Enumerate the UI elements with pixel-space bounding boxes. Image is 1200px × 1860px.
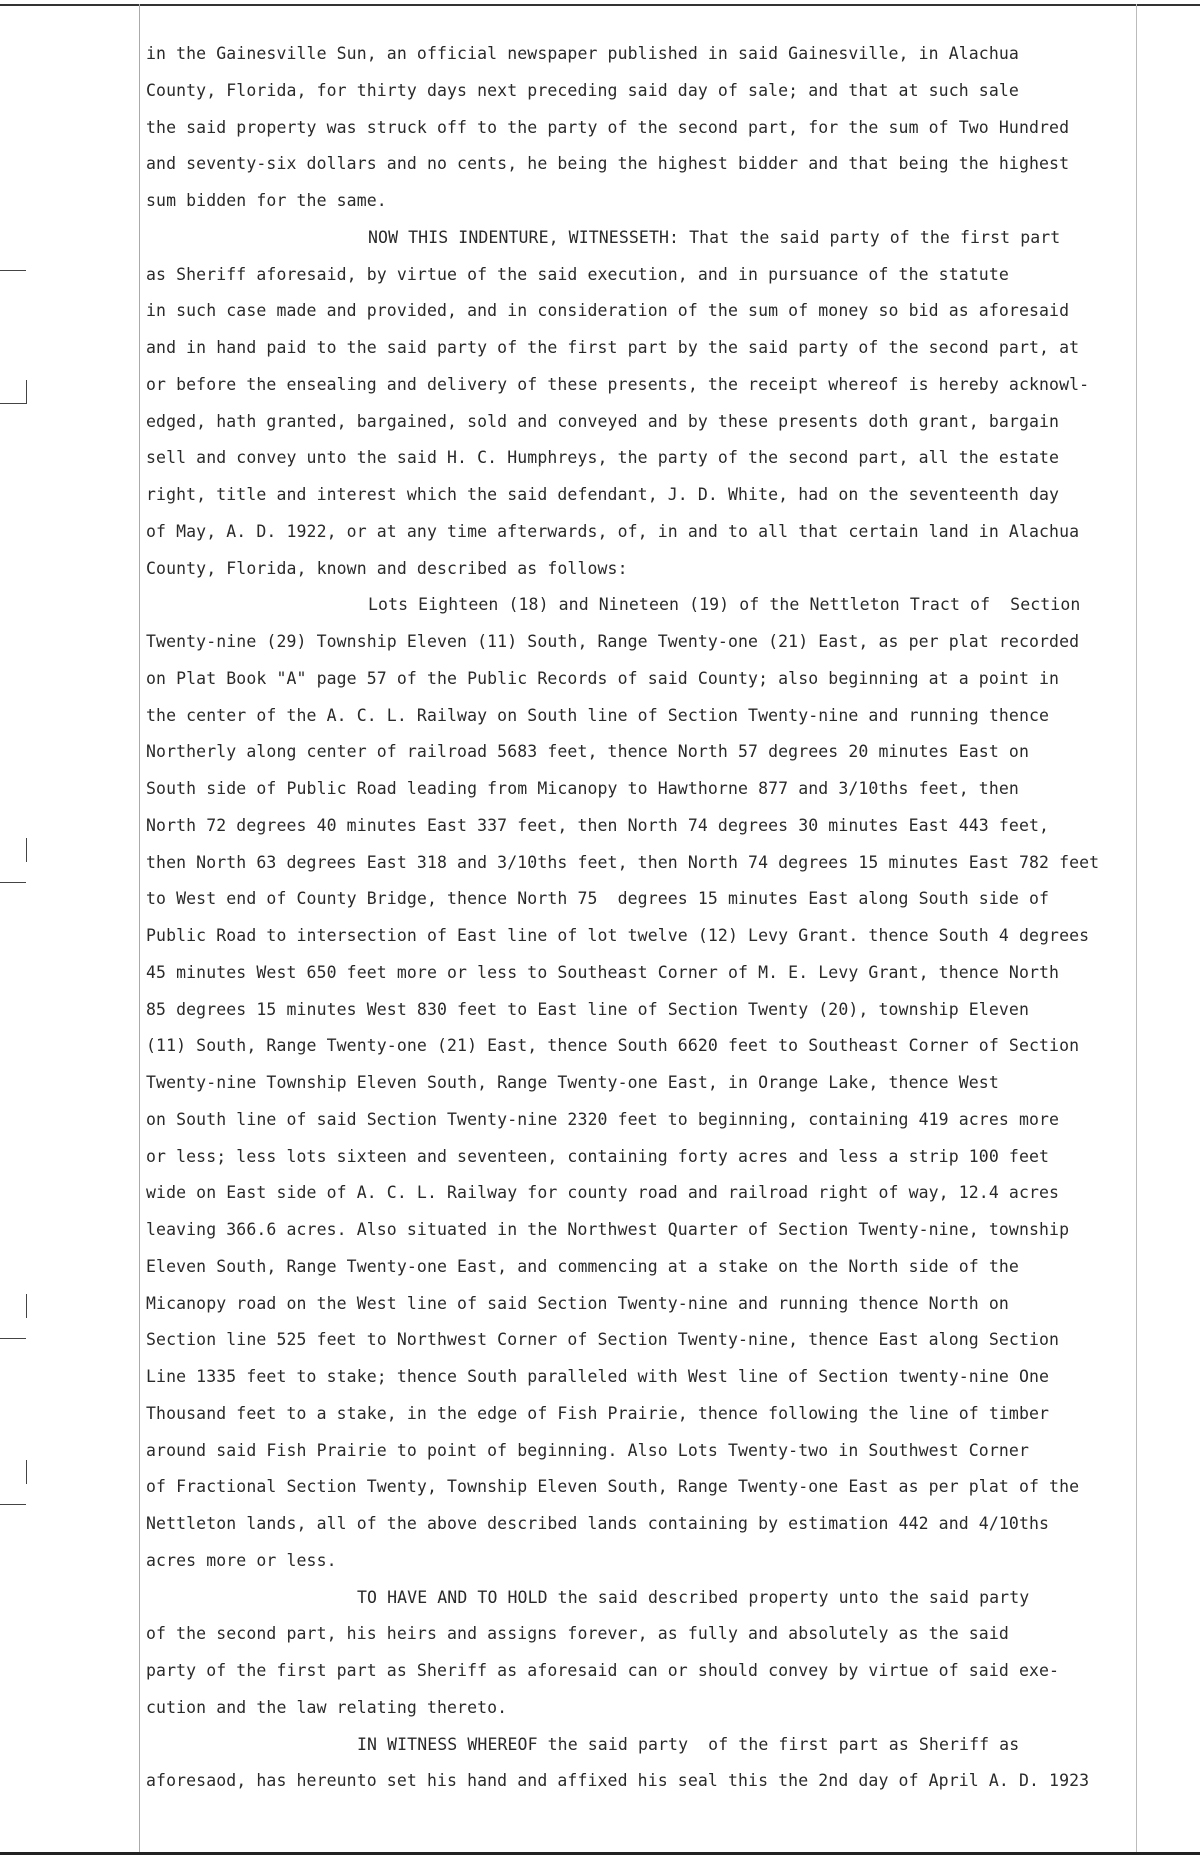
binding-mark: [26, 1294, 27, 1318]
text-line: aforesaod, has hereunto set his hand and affixed his seal this the 2nd day of April A. D. 1923: [146, 1771, 1090, 1791]
text-line: acres more or less.: [146, 1550, 337, 1570]
text-line: Eleven South, Range Twenty-one East, and commencing at a stake on the North side of the: [146, 1256, 1019, 1276]
text-line: leaving 366.6 acres. Also situated in the Northwest Quarter of Section Twenty-nine, township: [146, 1220, 1070, 1239]
paragraph-start-line: Lots Eighteen (18) and Nineteen (19) of the Nettleton Tract of Section: [368, 595, 1081, 615]
text-line: then North 63 degrees East 318 and 3/10ths feet, then North 74 degrees 15 minutes East 782 feet: [146, 852, 1100, 872]
paragraph-start-line: IN WITNESS WHEREOF the said party of the first part as Sheriff as: [357, 1734, 1020, 1754]
text-line: around said Fish Prairie to point of beginning. Also Lots Twenty-two in Southwest Corner: [146, 1440, 1029, 1460]
text-line: in the Gainesville Sun, an official newspaper published in said Gainesville, in Alachua: [146, 44, 1019, 63]
text-line: in such case made and provided, and in consideration of the sum of money so bid as aforesaid: [146, 301, 1070, 321]
text-line: as Sheriff aforesaid, by virtue of the said execution, and in pursuance of the statute: [146, 264, 1009, 284]
binding-mark: [26, 380, 27, 404]
text-line: North 72 degrees 40 minutes East 337 feet, then North 74 degrees 30 minutes East 443 feet,: [146, 815, 1050, 835]
text-line: (11) South, Range Twenty-one (21) East, thence South 6620 feet to Southeast Corner of Section: [146, 1036, 1080, 1056]
text-line: on South line of said Section Twenty-nine 2320 feet to beginning, containing 419 acres more: [146, 1109, 1060, 1129]
binding-mark: [26, 838, 27, 862]
binding-mark: [0, 403, 26, 404]
binding-mark: [0, 1504, 26, 1505]
paragraph-start-line: NOW THIS INDENTURE, WITNESSETH: That the said party of the first part: [368, 227, 1061, 247]
text-line: of May, A. D. 1922, or at any time afterwards, of, in and to all that certain land in Alachua: [146, 521, 1080, 541]
text-line: to West end of County Bridge, thence North 75 degrees 15 minutes East along South side of: [146, 889, 1050, 909]
text-line: Twenty-nine (29) Township Eleven (11) South, Range Twenty-one (21) East, as per plat recorded: [146, 632, 1080, 651]
left-margin-line: [139, 4, 140, 1854]
text-line: cution and the law relating thereto.: [146, 1697, 508, 1717]
binding-mark: [0, 270, 26, 271]
text-line: or less; less lots sixteen and seventeen, containing forty acres and less a strip 100 feet: [146, 1146, 1050, 1166]
bottom-border-rule: [0, 1852, 1200, 1855]
text-line: or before the ensealing and delivery of these presents, the receipt whereof is hereby acknowl-: [146, 374, 1090, 394]
binding-mark: [0, 1338, 26, 1339]
text-line: of Fractional Section Twenty, Township Eleven South, Range Twenty-one East as per plat of the: [146, 1477, 1080, 1497]
text-line: sum bidden for the same.: [146, 191, 387, 210]
deed-text-body: [146, 36, 1136, 1800]
right-margin-line: [1136, 4, 1137, 1854]
text-line: South side of Public Road leading from Micanopy to Hawthorne 877 and 3/10ths feet, then: [146, 779, 1019, 798]
text-line: the said property was struck off to the party of the second part, for the sum of Two Hundred: [146, 117, 1070, 137]
text-line: and in hand paid to the said party of the first part by the said party of the second part, at: [146, 338, 1080, 357]
text-line: right, title and interest which the said defendant, J. D. White, had on the seventeenth day: [146, 485, 1060, 504]
text-line: sell and convey unto the said H. C. Humphreys, the party of the second part, all the estate: [146, 448, 1060, 468]
text-line: on Plat Book "A" page 57 of the Public Records of said County; also beginning at a point in: [146, 668, 1060, 688]
binding-mark: [0, 882, 26, 883]
text-line: Twenty-nine Township Eleven South, Range Twenty-one East, in Orange Lake, thence West: [146, 1073, 999, 1092]
text-line: 85 degrees 15 minutes West 830 feet to East line of Section Twenty (20), township Eleven: [146, 999, 1029, 1019]
text-line: Thousand feet to a stake, in the edge of Fish Prairie, thence following the line of timber: [146, 1403, 1050, 1423]
text-line: Northerly along center of railroad 5683 feet, thence North 57 degrees 20 minutes East on: [146, 742, 1029, 762]
top-border-rule: [0, 4, 1200, 6]
text-line: County, Florida, for thirty days next preceding said day of sale; and that at such sale: [146, 80, 1019, 100]
text-line: Micanopy road on the West line of said Section Twenty-nine and running thence North on: [146, 1293, 1009, 1313]
text-line: edged, hath granted, bargained, sold and conveyed and by these presents doth grant, bargain: [146, 411, 1060, 431]
paragraph-start-line: TO HAVE AND TO HOLD the said described property unto the said party: [357, 1587, 1030, 1607]
text-line: Public Road to intersection of East line of lot twelve (12) Levy Grant. thence South 4 degrees: [146, 926, 1090, 945]
text-line: Section line 525 feet to Northwest Corner of Section Twenty-nine, thence East along Section: [146, 1330, 1060, 1350]
binding-mark: [26, 1460, 27, 1484]
text-line: and seventy-six dollars and no cents, he being the highest bidder and that being the highest: [146, 154, 1070, 174]
text-line: wide on East side of A. C. L. Railway for county road and railroad right of way, 12.4 acres: [146, 1183, 1060, 1203]
text-line: Nettleton lands, all of the above described lands containing by estimation 442 and 4/10ths: [146, 1514, 1050, 1533]
text-line: County, Florida, known and described as follows:: [146, 558, 628, 578]
text-line: party of the first part as Sheriff as aforesaid can or should convey by virtue of said exe-: [146, 1661, 1060, 1680]
text-line: Line 1335 feet to stake; thence South paralleled with West line of Section twenty-nine One: [146, 1367, 1050, 1386]
text-line: the center of the A. C. L. Railway on South line of Section Twenty-nine and running thence: [146, 705, 1050, 725]
text-line: 45 minutes West 650 feet more or less to Southeast Corner of M. E. Levy Grant, thence North: [146, 962, 1060, 982]
text-line: of the second part, his heirs and assigns forever, as fully and absolutely as the said: [146, 1624, 1009, 1644]
